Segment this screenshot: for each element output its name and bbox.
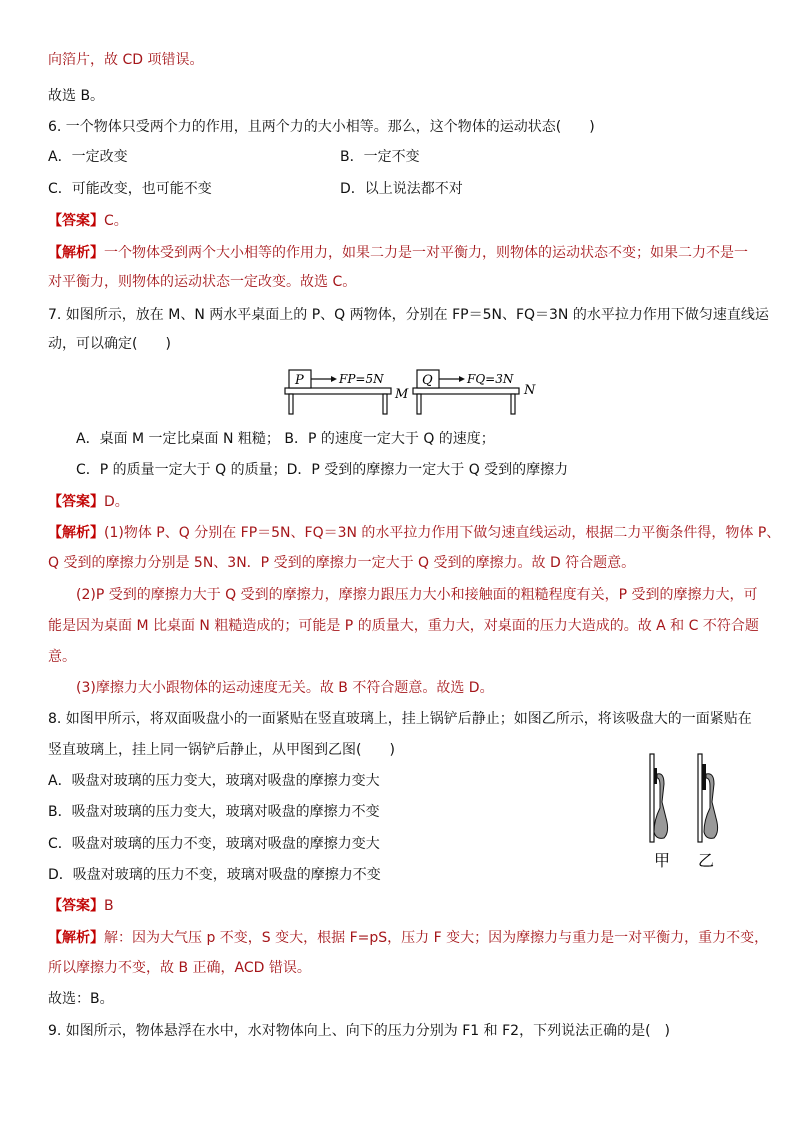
table-n-leg-left: [417, 394, 421, 414]
q8-answer: [48, 896, 114, 916]
prev-explanation-tail: 向箔片，故 CD 项错误。: [48, 52, 204, 68]
table-n-label: N: [524, 383, 536, 398]
table-n-top: [413, 388, 519, 394]
analysis-tag: 【解析】: [48, 525, 104, 541]
block-p-label: P: [295, 373, 304, 388]
question-7-stem-1: 7. 如图所示，放在 M、N 两水平桌面上的 P、Q 两物体，分别在 FP＝5N、FQ＝3N 的水平拉力作用下做匀速直线运: [48, 307, 769, 323]
label-jia: 甲: [654, 851, 671, 870]
q6-analysis-line-2: 对平衡力，则物体的运动状态一定改变。故选 C。: [48, 274, 357, 290]
q8-conclusion: 故选：B。: [48, 991, 114, 1007]
q6-analysis-line-1: [48, 243, 748, 263]
question-6-stem: 6. 一个物体只受两个力的作用，且两个力的大小相等。那么，这个物体的运动状态( ): [48, 119, 595, 135]
q6-option-a: A．一定改变: [48, 149, 128, 165]
q6-analysis-text-1: 一个物体受到两个大小相等的作用力，如果二力是一对平衡力，则物体的运动状态不变；如果二力不是一: [104, 245, 748, 261]
suction-large-yi: [702, 764, 706, 790]
table-m-leg-right: [383, 394, 387, 414]
answer-tag: 【答案】: [48, 898, 104, 914]
q8-option-d: D．吸盘对玻璃的压力不变，玻璃对吸盘的摩擦力不变: [48, 867, 381, 883]
q7-analysis-line-5: 意。: [48, 649, 76, 665]
answer-tag: 【答案】: [48, 494, 104, 510]
q7-options-row-1: A．桌面 M 一定比桌面 N 粗糙； B．P 的速度一定大于 Q 的速度；: [76, 431, 495, 447]
q7-figure: [283, 364, 543, 420]
q8-option-a: A．吸盘对玻璃的压力变大，玻璃对吸盘的摩擦力变大: [48, 773, 380, 789]
q6-answer: [48, 211, 128, 231]
q7-answer: [48, 492, 129, 512]
table-n-leg-right: [511, 394, 515, 414]
force-p-arrowhead: [331, 376, 337, 382]
q8-analysis-text-1: 解：因为大气压 p 不变，S 变大，根据 F=pS，压力 F 变大；因为摩擦力与重力是一对平衡力，重力不变，: [104, 930, 769, 946]
question-8-stem-2: 竖直玻璃上，挂上同一锅铲后静止，从甲图到乙图( ): [48, 742, 395, 758]
q7-analysis-line-4: 能是因为桌面 M 比桌面 N 粗糙造成的；可能是 P 的质量大，重力大，对桌面的压力大造成的。故 A 和 C 不符合题: [48, 618, 759, 634]
q7-answer-value: D。: [104, 494, 129, 510]
q6-answer-value: C。: [104, 213, 128, 229]
q8-analysis-line-1: [48, 928, 768, 948]
q7-analysis-line-1: [48, 523, 780, 543]
q8-figure: [642, 750, 734, 874]
table-m-leg-left: [289, 394, 293, 414]
spatula-yi: [704, 774, 718, 839]
question-8-stem-1: 8. 如图甲所示，将双面吸盘小的一面紧贴在竖直玻璃上，挂上锅铲后静止；如图乙所示，将该吸盘大的一面紧贴在: [48, 711, 752, 727]
glass-yi: [698, 754, 702, 842]
q6-option-c: C．可能改变，也可能不变: [48, 181, 212, 197]
glass-jia: [650, 754, 654, 842]
force-q-arrowhead: [459, 376, 465, 382]
table-m-label: M: [395, 387, 409, 402]
label-yi: 乙: [698, 851, 715, 870]
q8-option-c: C．吸盘对玻璃的压力不变，玻璃对吸盘的摩擦力变大: [48, 836, 380, 852]
block-q-label: Q: [422, 373, 433, 388]
q8-analysis-line-2: 所以摩擦力不变，故 B 正确，ACD 错误。: [48, 960, 311, 976]
question-7-stem-2: 动，可以确定( ): [48, 336, 171, 352]
q7-options-row-2: C．P 的质量一定大于 Q 的质量；D．P 受到的摩擦力一定大于 Q 受到的摩擦力: [76, 462, 569, 478]
analysis-tag: 【解析】: [48, 930, 104, 946]
q6-option-d: D．以上说法都不对: [340, 181, 463, 197]
analysis-tag: 【解析】: [48, 245, 104, 261]
force-p-label: FP=5N: [339, 372, 384, 386]
q7-analysis-line-3: (2)P 受到的摩擦力大于 Q 受到的摩擦力，摩擦力跟压力大小和接触面的粗糙程度有关，P 受到的摩擦力大，可: [76, 587, 758, 603]
table-m-top: [285, 388, 391, 394]
q7-analysis-line-6: (3)摩擦力大小跟物体的运动速度无关。故 B 不符合题意。故选 D。: [76, 680, 494, 696]
q6-option-b: B．一定不变: [340, 149, 420, 165]
force-q-label: FQ=3N: [467, 372, 514, 386]
q7-analysis-text-1: (1)物体 P、Q 分别在 FP＝5N、FQ＝3N 的水平拉力作用下做匀速直线运动，根据二力平衡条件得，物体 P、: [104, 525, 781, 541]
prev-answer-conclusion: 故选 B。: [48, 88, 105, 104]
q7-analysis-line-2: Q 受到的摩擦力分别是 5N、3N．P 受到的摩擦力一定大于 Q 受到的摩擦力。故 D 符合题意。: [48, 555, 636, 571]
q8-answer-value: B: [104, 898, 114, 914]
question-9-stem: 9. 如图所示，物体悬浮在水中，水对物体向上、向下的压力分别为 F1 和 F2，下列说法正确的是( ): [48, 1023, 670, 1039]
answer-tag: 【答案】: [48, 213, 104, 229]
q8-option-b: B．吸盘对玻璃的压力变大，玻璃对吸盘的摩擦力不变: [48, 804, 380, 820]
